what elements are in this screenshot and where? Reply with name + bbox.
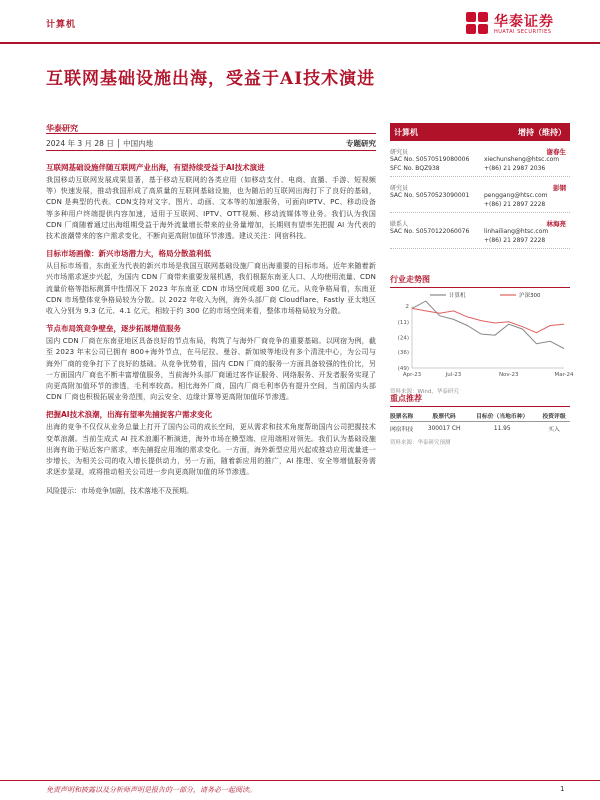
col-stock-name: 股票名称	[390, 410, 422, 422]
analyst-sac: SAC No. S0570519080006	[390, 156, 470, 163]
cell-stock-code: 300017 CH	[427, 425, 461, 432]
analyst-sfc: SFC No. BQZ938	[390, 165, 440, 172]
trend-chart-svg	[390, 288, 574, 384]
sidebar-sector: 计算机	[394, 128, 418, 137]
footer-disclaimer: 免责声明和披露以及分析师声明是报告的一部分，请务必一起阅读。	[46, 786, 256, 794]
top-bar	[0, 0, 600, 44]
rec-source: 资料来源：华泰研究预测	[390, 440, 451, 446]
x-tick-label: Jul-23	[445, 372, 462, 378]
legend-label-2: 沪深300	[519, 293, 541, 299]
meta-divider	[46, 133, 376, 134]
report-type: 专题研究	[346, 139, 376, 148]
analyst-name: 彭钢	[553, 184, 566, 192]
sector-label: 计算机	[46, 20, 77, 30]
rating-bar	[390, 123, 570, 141]
section-body: 从目标市场看，东南亚为代表的新兴市场是我国互联网基础设施厂商出海重要的目标市场。近年来随着新兴市场需求逐步兴起，为国内 CDN 厂商带来重要发展机遇，我们根据东南亚人口、人均使用流量、CDN 流量价格等指标测算中性情况下 2023 年东南亚 CDN 市场空间或超 300 亿元。从竞争格局看，东南亚 CDN 市场整体竞争格局较为分散。以 2022 年收入为例，海外头部厂商 Cloudflare、Fastly 亚太地区收入分别为 9.3 亿元、4.1 亿元，相较于约 300 亿的市场空间来看，整体市场格局较为分散。	[46, 262, 376, 316]
org-name: 华泰研究	[46, 124, 78, 133]
report-date: 2024 年 3 月 28 日 │ 中国内地	[46, 139, 154, 148]
x-tick-label: Mar-24	[554, 372, 574, 378]
section-heading: 目标市场画像：新兴市场潜力大，格局分散盈利低	[46, 249, 211, 259]
section-body: 国内 CDN 厂商在东南亚地区具备良好的节点布局，构筑了与海外厂商竞争的重要基础。以网宿为例，截至 2023 年末公司已拥有 800+海外节点，在马尼拉、曼谷、新加坡等地设有多个清洗中心，为公司与海外厂商的竞争打下了良好的基础。从竞争优势看，国内 CDN 厂商的服务一方面具备较强的性价比，另一方面国内厂商也不断丰富增值服务，当前海外头部厂商通过客作证服务、网络服务、开发者服务实现了向更高附加值环节的渗透，毛利率较高。相比海外厂商，国内厂商毛利率仍有提升空间，当前国内头部 CDN 厂商也积极拓展业务范围，向云安全、边缘计算等更高附加值环节渗透。	[46, 337, 376, 402]
y-tick-label: (36)	[397, 350, 409, 357]
analyst-phone: +(86) 21 2897 2228	[484, 237, 546, 244]
y-tick-label: 2	[405, 304, 409, 310]
col-stock-code: 股票代码	[422, 410, 467, 422]
brand-name-cn: 华泰证券	[494, 14, 554, 30]
col-rating: 投资评级	[538, 410, 570, 422]
rec-section-title: 重点推荐	[390, 393, 570, 407]
analyst-phone: +(86) 21 2987 2036	[484, 165, 546, 172]
analyst-email[interactable]: linhailiang@htsc.com	[484, 228, 549, 235]
brand-mark-icon	[466, 12, 490, 34]
analyst-card	[390, 147, 570, 177]
table-header-row	[390, 410, 570, 422]
cell-stock-name: 网宿科技	[390, 427, 414, 433]
report-title: 互联网基础设施出海，受益于AI技术演进	[46, 69, 376, 89]
industry-trend-chart	[390, 274, 574, 395]
rating-label: 增持（维持）	[518, 128, 566, 137]
page-number: 1	[560, 785, 565, 793]
x-tick-label: Nov-23	[498, 372, 519, 378]
y-tick-label: (11)	[397, 319, 409, 326]
section-heading: 节点布局筑竞争壁垒，逐步拓展增值服务	[46, 324, 181, 334]
analyst-sac: SAC No. S0570523090001	[390, 192, 470, 199]
series-line-1	[412, 301, 564, 348]
analyst-name: 林海亮	[546, 220, 566, 228]
analyst-role: 研究员	[390, 185, 409, 192]
section-1	[46, 162, 376, 242]
brand-logo	[466, 10, 576, 38]
meta-divider-2	[46, 150, 376, 151]
sidebar	[390, 123, 570, 249]
cell-target-price: 11.95	[493, 425, 511, 432]
table-row	[390, 422, 570, 436]
section-2	[46, 248, 376, 317]
analyst-role: 研究员	[390, 149, 409, 156]
section-heading: 把握AI技术浪潮，出海有望率先捕捉客户需求变化	[46, 410, 213, 420]
main-content	[46, 156, 376, 496]
analyst-card	[390, 219, 570, 249]
analyst-phone: +(86) 21 2897 2228	[484, 201, 546, 208]
recommendation-table	[390, 410, 570, 435]
chart-section-title: 行业走势图	[390, 274, 570, 288]
x-tick-label: Apr-23	[402, 372, 422, 378]
legend-label-1: 计算机	[449, 293, 466, 299]
analyst-email[interactable]: penggang@htsc.com	[484, 192, 548, 199]
section-3	[46, 323, 376, 403]
analyst-name: 谢春生	[546, 148, 566, 156]
series-line-2	[412, 308, 564, 332]
section-body: 出海的竞争不仅仅从业务总量上打开了国内公司的成长空间，更从需求和技术角度帮助国内公司把握技术变革浪潮。当前生成式 AI 技术浪潮不断演进，海外市场在模型端、应用端相对领先。我们认为基础设施出海有助于贴近客户需求，率先捕捉应用端的需求变化。一方面，海外新型应用兴起或推动应用流量进一步增长，为相关公司的收入增长提供动力，另一方面，随着新应用的推广，AI 推理、安全等增值服务需求逐步显现，或将推动相关公司进一步向更高附加值的环节渗透。	[46, 423, 376, 477]
risk-warning: 风险提示：市场竞争加剧，技术落地不及预期。	[46, 487, 193, 496]
y-tick-label: (49)	[397, 366, 409, 372]
brand-name-en: HUATAI SECURITIES	[494, 29, 552, 35]
cell-rating: 买入	[548, 427, 560, 433]
recommendation-section	[390, 393, 570, 446]
analyst-sac: SAC No. S0570122060076	[390, 228, 470, 235]
header-divider	[0, 42, 600, 44]
y-tick-label: (24)	[397, 335, 409, 342]
analyst-role: 联系人	[390, 221, 409, 228]
chart-source: 资料来源：Wind，华泰研究	[390, 389, 459, 395]
analyst-card	[390, 183, 570, 213]
col-target-price: 目标价（当地币种）	[466, 410, 538, 422]
section-heading: 互联网基础设施伴随互联网产业出海，有望持续受益于AI技术演进	[46, 163, 265, 172]
analyst-email[interactable]: xiechunsheng@htsc.com	[484, 156, 560, 163]
section-body: 我国移动互联网发展成果显著，基于移动互联网的各类应用（如移动支付、电商、直播、手游、短视频等）快速发展，推动我国形成了高质量的互联网基础设施，也为随后的互联网出海打下了良好的基础，CDN 是典型的代表。CDN支持对文字、图片、动画、文本等的加速服务，可面向IPTV、PC、移动设备等多种用户终端提供内容加速，适用于互联网、IPTV、OTT视频、移动流媒体等业务。我们认为我国 CDN 厂商随着通过出海组期受益于海外流量增长带来的业务量增加，长期则有望率先把握 AI 为代表的技术浪潮带来的客户需求变化，不断向更高附加值环节渗透。建议关注：网宿科技。	[46, 176, 376, 241]
section-4	[46, 409, 376, 478]
footer-divider	[0, 780, 600, 781]
